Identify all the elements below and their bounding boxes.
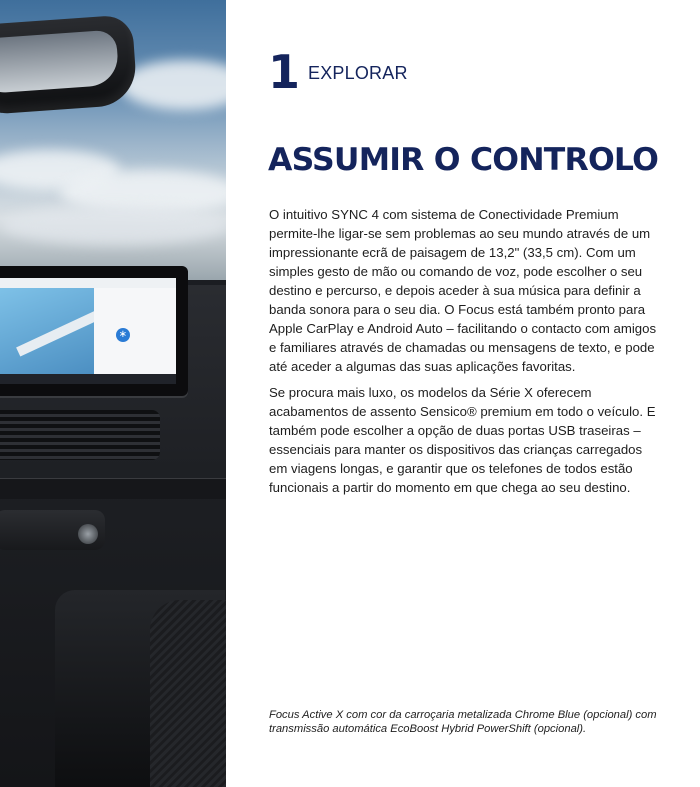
- trim-strip: [0, 478, 226, 499]
- climate-bar: [0, 374, 176, 384]
- section-kicker: [268, 45, 408, 99]
- sync4-display: [0, 278, 176, 384]
- sync4-screen: [0, 266, 188, 396]
- seat: [150, 600, 226, 787]
- car-interior-photo: [0, 0, 226, 787]
- section-number: 1: [268, 45, 299, 99]
- map-road: [16, 309, 102, 356]
- photo-caption: Focus Active X com cor da carroçaria metalizada Chrome Blue (opcional) com transmissão automática EcoBoost Hybrid PowerShift (opcional).: [269, 709, 657, 735]
- body-paragraph-1: O intuitivo SYNC 4 com sistema de Conectividade Premium permite-lhe ligar-se sem problemas ao seu mundo através de um impressionante ecrã de paisagem de 13,2" (33,5 cm). Com um simples gesto de mão ou comando de voz, pode escolher o seu destino e percurso, e depois aceder à sua música para definir a banda sonora para o seu dia. O Focus está também pronto para Apple CarPlay e Android Auto – facilitando o contacto com amigos e familiares através de chamadas ou mensagens de texto, e pode até aceder a algumas das suas aplicações favoritas.: [269, 207, 657, 374]
- mirror-glass: [0, 30, 120, 94]
- air-vent: [0, 410, 160, 460]
- cloud: [0, 205, 226, 245]
- phone-panel: [94, 288, 176, 374]
- control-knob: [78, 524, 98, 544]
- navigation-map: [0, 288, 94, 374]
- body-paragraph-2: Se procura mais luxo, os modelos da Série X oferecem acabamentos de assento Sensico® premium em todo o veículo. E também pode escolher a opção de duas portas USB traseiras – essenciais para manter os dispositivos das crianças carregados em viagens longas, e garantir que os telefones de todos estão funcionais a partir do momento em que chega ao seu destino.: [269, 385, 656, 495]
- bluetooth-icon: ∗: [116, 328, 130, 342]
- section-label: EXPLORAR: [308, 62, 408, 83]
- page-headline: ASSUMIR O CONTROLO: [268, 142, 659, 178]
- rearview-mirror: [0, 14, 138, 115]
